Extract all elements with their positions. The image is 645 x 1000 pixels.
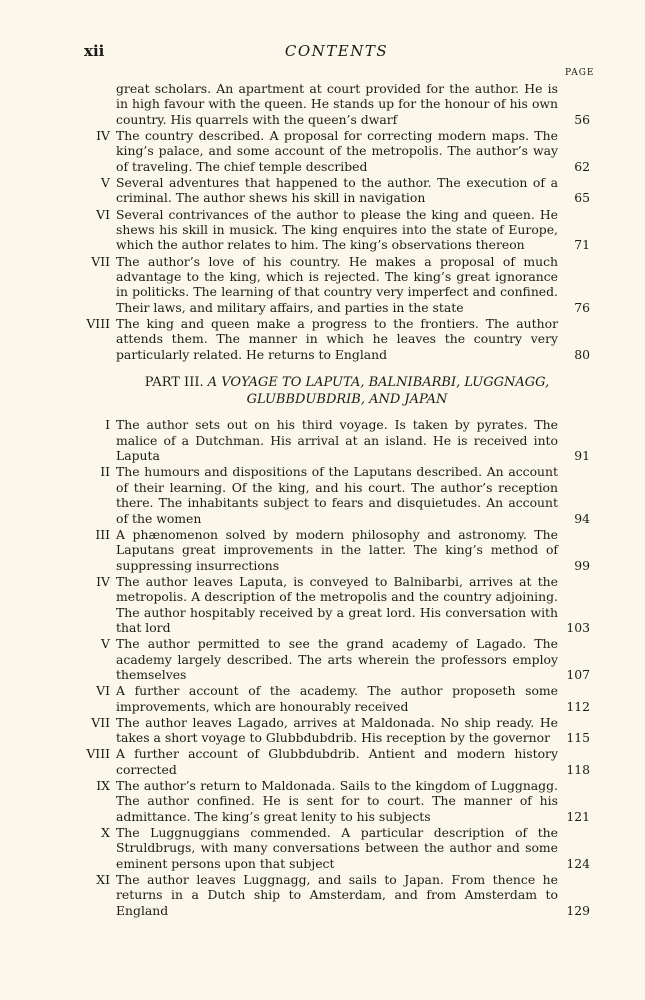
toc-entry — [70, 872, 590, 918]
chapter-summary: A further account of the academy. The author proposeth some improvements, which are honourably received — [116, 683, 558, 714]
chapter-summary: great scholars. An apartment at court provided for the author. He is in high favour with the queen. He stands up for the honour of his own country. His quarrels with the queen’s dwarf — [116, 81, 558, 127]
chapter-number: I — [105, 417, 110, 433]
chapter-number: VI — [96, 206, 110, 222]
folio-number: xii — [84, 42, 105, 60]
toc-entry — [70, 128, 590, 174]
running-title: CONTENTS — [284, 42, 389, 60]
chapter-summary: Several contrivances of the author to please the king and queen. He shews his skill in musick. The king enquires into the state of Europe, which the author relates to him. The king’s observations thereon — [116, 206, 558, 253]
page-column-label: PAGE — [565, 68, 595, 78]
chapter-summary: The author permitted to see the grand academy of Lagado. The academy largely described. The arts wherein the professors employ themselves — [116, 636, 558, 682]
page-number: 76 — [574, 299, 590, 315]
chapter-number: II — [100, 464, 110, 480]
part-two-chapter-list — [70, 81, 590, 362]
chapter-summary: The author leaves Laputa, is conveyed to Balnibarbi, arrives at the metropolis. A description of the metropolis and the country adjoining. The author hospitably received by a great lord. His conversation with that lord — [116, 573, 558, 635]
part-title: A VOYAGE TO LAPUTA, BALNIBARBI, LUGGNAGG, GLUBBDUBDRIB, AND JAPAN — [207, 375, 550, 408]
page-number: 112 — [566, 698, 590, 714]
chapter-number: V — [101, 175, 110, 191]
toc-entry — [70, 316, 590, 362]
page-number: 124 — [566, 855, 590, 871]
chapter-summary: Several adventures that happened to the author. The execution of a criminal. The author shews his skill in navigation — [116, 175, 558, 206]
page-number: 103 — [566, 619, 590, 635]
chapter-summary: The author leaves Lagado, arrives at Maldonada. No ship ready. He takes a short voyage to Glubbdubdrib. His reception by the governor — [116, 714, 558, 746]
chapter-number: VII — [91, 714, 110, 730]
toc-entry — [70, 636, 590, 682]
part-three-chapter-list — [70, 417, 590, 918]
page-number: 94 — [574, 510, 590, 526]
chapter-number: X — [101, 825, 110, 841]
page-number: 118 — [566, 761, 590, 777]
chapter-number: VII — [91, 253, 110, 269]
toc-entry — [70, 683, 590, 714]
chapter-summary: A phænomenon solved by modern philosophy and astronomy. The Laputans great improvements in the latter. The king’s method of suppressing insurrections — [116, 526, 558, 573]
chapter-number: IV — [96, 573, 110, 589]
chapter-summary: The author’s love of his country. He makes a proposal of much advantage to the king, which is rejected. The king’s great ignorance in politicks. The learning of that country very imperfect and confined. Their laws, and military affairs, and parties in the state — [116, 253, 558, 315]
chapter-number: V — [101, 636, 110, 652]
page-number: 99 — [574, 557, 590, 573]
page-number: 107 — [566, 666, 590, 682]
chapter-number: III — [95, 526, 110, 542]
chapter-summary: The humours and dispositions of the Laputans described. An account of their learning. Of the king, and his court. The author’s reception there. The inhabitants subject to fears and disquietudes. An account of the women — [116, 464, 558, 526]
page-number: 80 — [574, 346, 590, 362]
page-number: 71 — [574, 237, 590, 253]
chapter-summary: A further account of Glubbdubdrib. Antient and modern history corrected — [116, 746, 558, 777]
toc-entry — [70, 175, 590, 206]
chapter-number: XI — [96, 872, 110, 888]
toc-entry — [70, 746, 590, 777]
toc-entry — [70, 464, 590, 526]
chapter-summary: The king and queen make a progress to the frontiers. The author attends them. The manner in which he leaves the country very particularly related. He returns to England — [116, 316, 558, 362]
chapter-number: IV — [96, 128, 110, 144]
page-number: 115 — [566, 730, 590, 746]
toc-entry — [70, 254, 590, 316]
toc-entry — [70, 527, 590, 573]
chapter-summary: The Luggnuggians commended. A particular description of the Struldbrugs, with many conversations between the author and some eminent persons upon that subject — [116, 825, 558, 871]
toc-entry — [70, 207, 590, 253]
chapter-number: IX — [96, 778, 110, 794]
chapter-number: VIII — [86, 316, 110, 332]
table-of-contents — [70, 81, 590, 919]
toc-entry — [70, 778, 590, 824]
page-number: 65 — [574, 190, 590, 206]
chapter-summary: The author leaves Luggnagg, and sails to Japan. From thence he returns in a Dutch ship to Amsterdam, and from Amsterdam to England — [116, 872, 558, 918]
chapter-summary: The country described. A proposal for correcting modern maps. The king’s palace, and some account of the metropolis. The author’s way of traveling. The chief temple described — [116, 128, 558, 174]
page-number: 56 — [574, 111, 590, 127]
part-heading — [70, 374, 590, 408]
chapter-number: VI — [96, 683, 110, 699]
chapter-summary: The author sets out on his third voyage. Is taken by pyrates. The malice of a Dutchman. His arrival at an island. He is received into Laputa — [116, 417, 558, 464]
running-header — [84, 42, 589, 64]
part-label: PART III. — [144, 375, 204, 391]
toc-entry — [70, 574, 590, 636]
page-number: 129 — [566, 902, 590, 918]
page-number: 62 — [574, 158, 590, 174]
toc-entry — [70, 81, 590, 127]
page-number: 121 — [566, 808, 590, 824]
chapter-summary: The author’s return to Maldonada. Sails to the kingdom of Luggnagg. The author confined. He is sent for to court. The manner of his admittance. The king’s great lenity to his subjects — [116, 778, 558, 824]
toc-entry — [70, 825, 590, 871]
chapter-number: VIII — [86, 746, 110, 762]
toc-entry — [70, 715, 590, 746]
page-number: 91 — [574, 448, 590, 464]
toc-entry — [70, 417, 590, 463]
